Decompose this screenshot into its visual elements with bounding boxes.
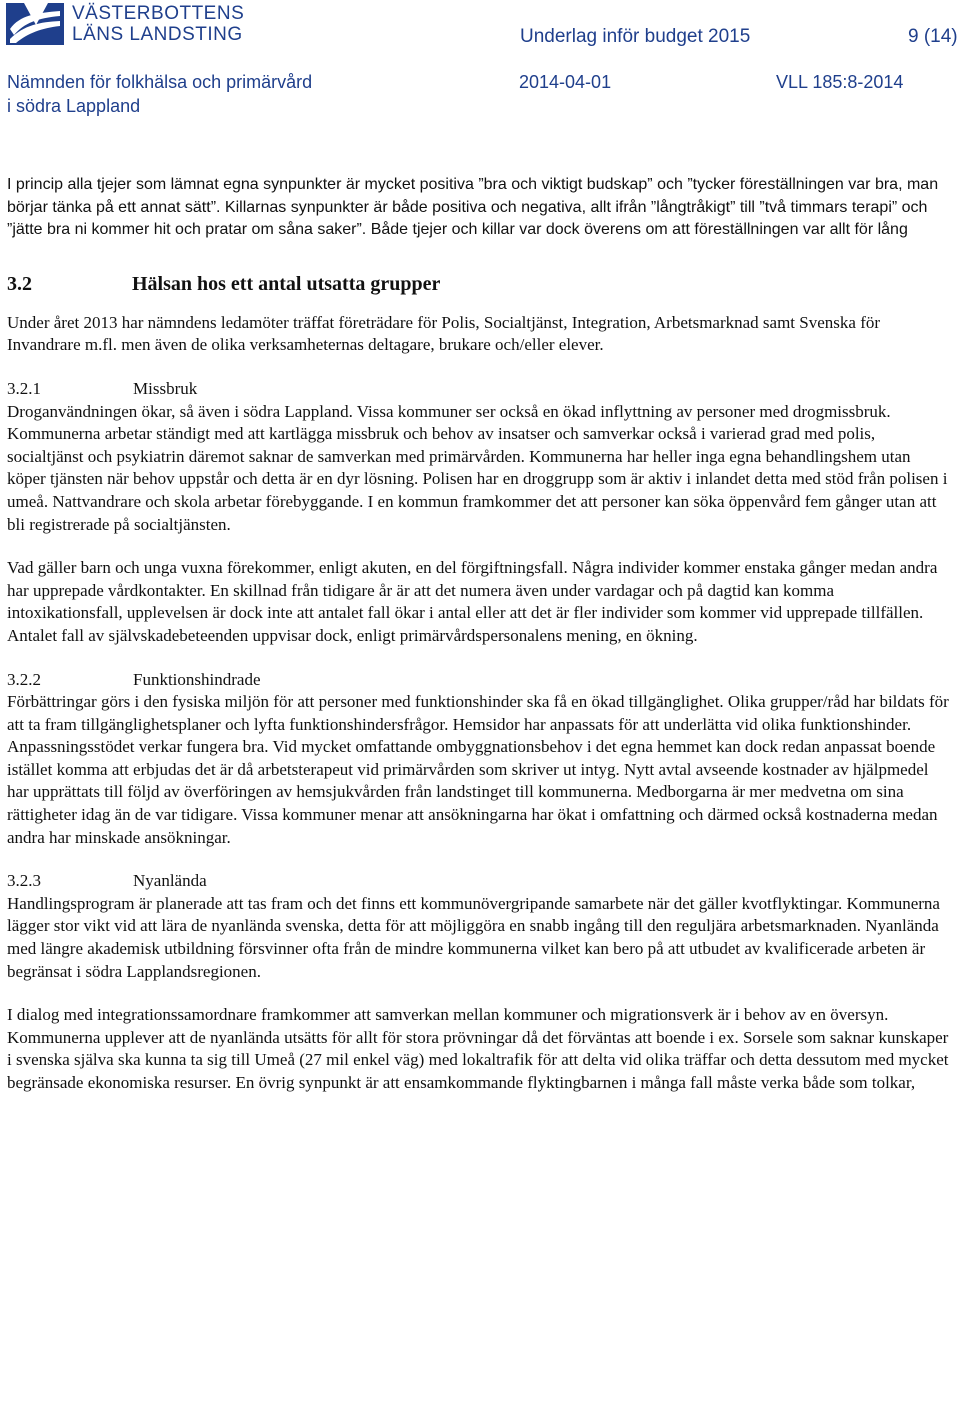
organization-logo	[6, 3, 246, 45]
subsection-heading-3-2-1	[7, 378, 953, 401]
subsection-heading-3-2-2	[7, 669, 953, 692]
document-body	[7, 174, 953, 1116]
subsection-number: 3.2.2	[7, 669, 41, 689]
subsection-heading-3-2-3	[7, 870, 953, 893]
subsection-title: Missbruk	[133, 378, 198, 398]
missbruk-paragraph-2: Vad gäller barn och unga vuxna förekommer, enligt akuten, en del förgiftningsfall. Några individer kommer enstaka gånger medan andra har upprepade vårdkontakter. En skillnad från tidigare år är att det numera även under vardagar och på dagtid kan komma intoxikationsfall, upplevelsen är dock inte att antalet fall ökar i antal eller att det är fler individer som kommer vid upprepade tillfällen. Antalet fall av självskadebeteenden uppvisar dock, enligt primärvårdspersonalens mening, en ökning.	[7, 558, 938, 645]
subsection-number: 3.2.3	[7, 871, 41, 891]
committee-line-1: Nämnden för folkhälsa och primärvård	[7, 72, 313, 92]
page-header	[0, 0, 960, 125]
subsection-title: Nyanlända	[133, 871, 207, 891]
logo-emblem-icon	[6, 3, 64, 45]
intro-paragraph: I princip alla tjejer som lämnat egna synpunkter är mycket positiva ”bra och viktigt budskap” och ”tycker föreställningen var bra, man börjar tänka på ett annat sätt”. Killarnas synpunkter är både positiva och negativa, allt ifrån ”långtråkigt” till ”två timmars terapi” och ”jätte bra ni kommer hit och pratar om såna saker”. Både tjejer och killar var dock överens om att föreställningen var allt för lång	[7, 176, 939, 239]
logo-line-1: VÄSTERBOTTENS	[72, 3, 245, 24]
section-3-2-intro: Under året 2013 har nämndens ledamöter träffat företrädare för Polis, Socialtjänst, Integration, Arbetsmarknad samt Svenska för Invandrare m.fl. men även de olika verksamheternas deltagare, brukare och/eller elever.	[7, 312, 881, 355]
document-title: Underlag inför budget 2015	[520, 26, 751, 47]
section-title: Hälsan hos ett antal utsatta grupper	[132, 272, 441, 295]
missbruk-paragraph-1: Droganvändningen ökar, så även i södra Lappland. Vissa kommuner ser också en ökad inflyttning av personer med drogmissbruk. Kommunerna arbetar ständigt med att kartlägga missbruk och behov av insatser och samverkar också i varierad grad med polis, socialtjänst och psykiatrin däremot saknar de samverkan med primärvården. Kommunerna har heller inga egna behandlingshem utan köper tjänsten när behov uppstår och detta är en dyr lösning. Polisen har en droggrupp som är aktiv i inlandet detta med stöd från polisen i umeå. Nattvandrare och skola arbetar förebyggande. I en kommun framkommer det att personer kan söka öppenvård fem gånger utan att bli registrerade på socialtjänsten.	[7, 401, 948, 534]
document-date: 2014-04-01	[519, 72, 612, 92]
subsection-number: 3.2.1	[7, 378, 41, 398]
section-heading-3-2	[7, 272, 953, 296]
section-number: 3.2	[7, 272, 32, 295]
subsection-title: Funktionshindrade	[133, 669, 261, 689]
committee-name	[7, 70, 312, 118]
document-reference: VLL 185:8-2014	[776, 72, 904, 92]
logo-line-2: LÄNS LANDSTING	[72, 24, 243, 45]
committee-line-2: i södra Lappland	[7, 96, 141, 116]
nyanlanda-paragraph-2: I dialog med integrationssamordnare framkommer att samverkan mellan kommuner och migrationsverk är i behov av en översyn. Kommunerna upplever att de nyanlända utsätts för allt för stora prövningar då det förväntas att boende i ex. Sorsele som saknar kunskaper i svenska själva ska kunna ta sig till Umeå (27 mil enkel väg) med lokaltrafik för att delta vid olika träffar och detta dessutom med mycket begränsade ekonomiska resurser. En övrig synpunkt är att ensamkommande flyktingbarnen i många fall måste verka både som tolkar,	[7, 1005, 949, 1092]
nyanlanda-paragraph-1: Handlingsprogram är planerade att tas fram och det finns ett kommunövergripande samarbete när det gäller kvotflyktingar. Kommunerna lägger stor vikt vid att lära de nyanlända svenska, detta för att möjliggöra en snabb ingång till den reguljära arbetsmarknaden. Nyanlända med längre akademisk utbildning försvinner ofta från de mindre kommunerna vilket kan bero på att utbudet av kvalificerade arbeten är begränsat i södra Lapplandsregionen.	[7, 893, 940, 981]
funktionshindrade-paragraph-1: Förbättringar görs i den fysiska miljön för att personer med funktionshinder ska få en ökad tillgänglighet. Olika grupper/råd har bildats för att ta fram tillgänglighetsplaner och lyfta funktionshindersfrågor. Hemsidor har anpassats för att underlätta vid olika funktionshinder. Anpassningsstödet verkar fungera bra. Vid mycket omfattande ombyggnationsbehov i det egna hemmet kan dock redan anpassat boende istället komma att erbjudas det är då arbetsterapeut vid primärvården som skriver ut intyg. Nytt avtal avseende kostnader av hjälpmedel har upprättats till följd av överföringen av hemsjukvården från landstinget till kommunerna. Medborgarna är mer medvetna om sina rättigheter idag än de var tidigare. Vissa kommuner menar att ansökningarna har ökat i omfattning och därmed också kostnaderna medan andra har minskade ansökningar.	[7, 692, 949, 847]
page-indicator: 9 (14)	[908, 26, 958, 47]
